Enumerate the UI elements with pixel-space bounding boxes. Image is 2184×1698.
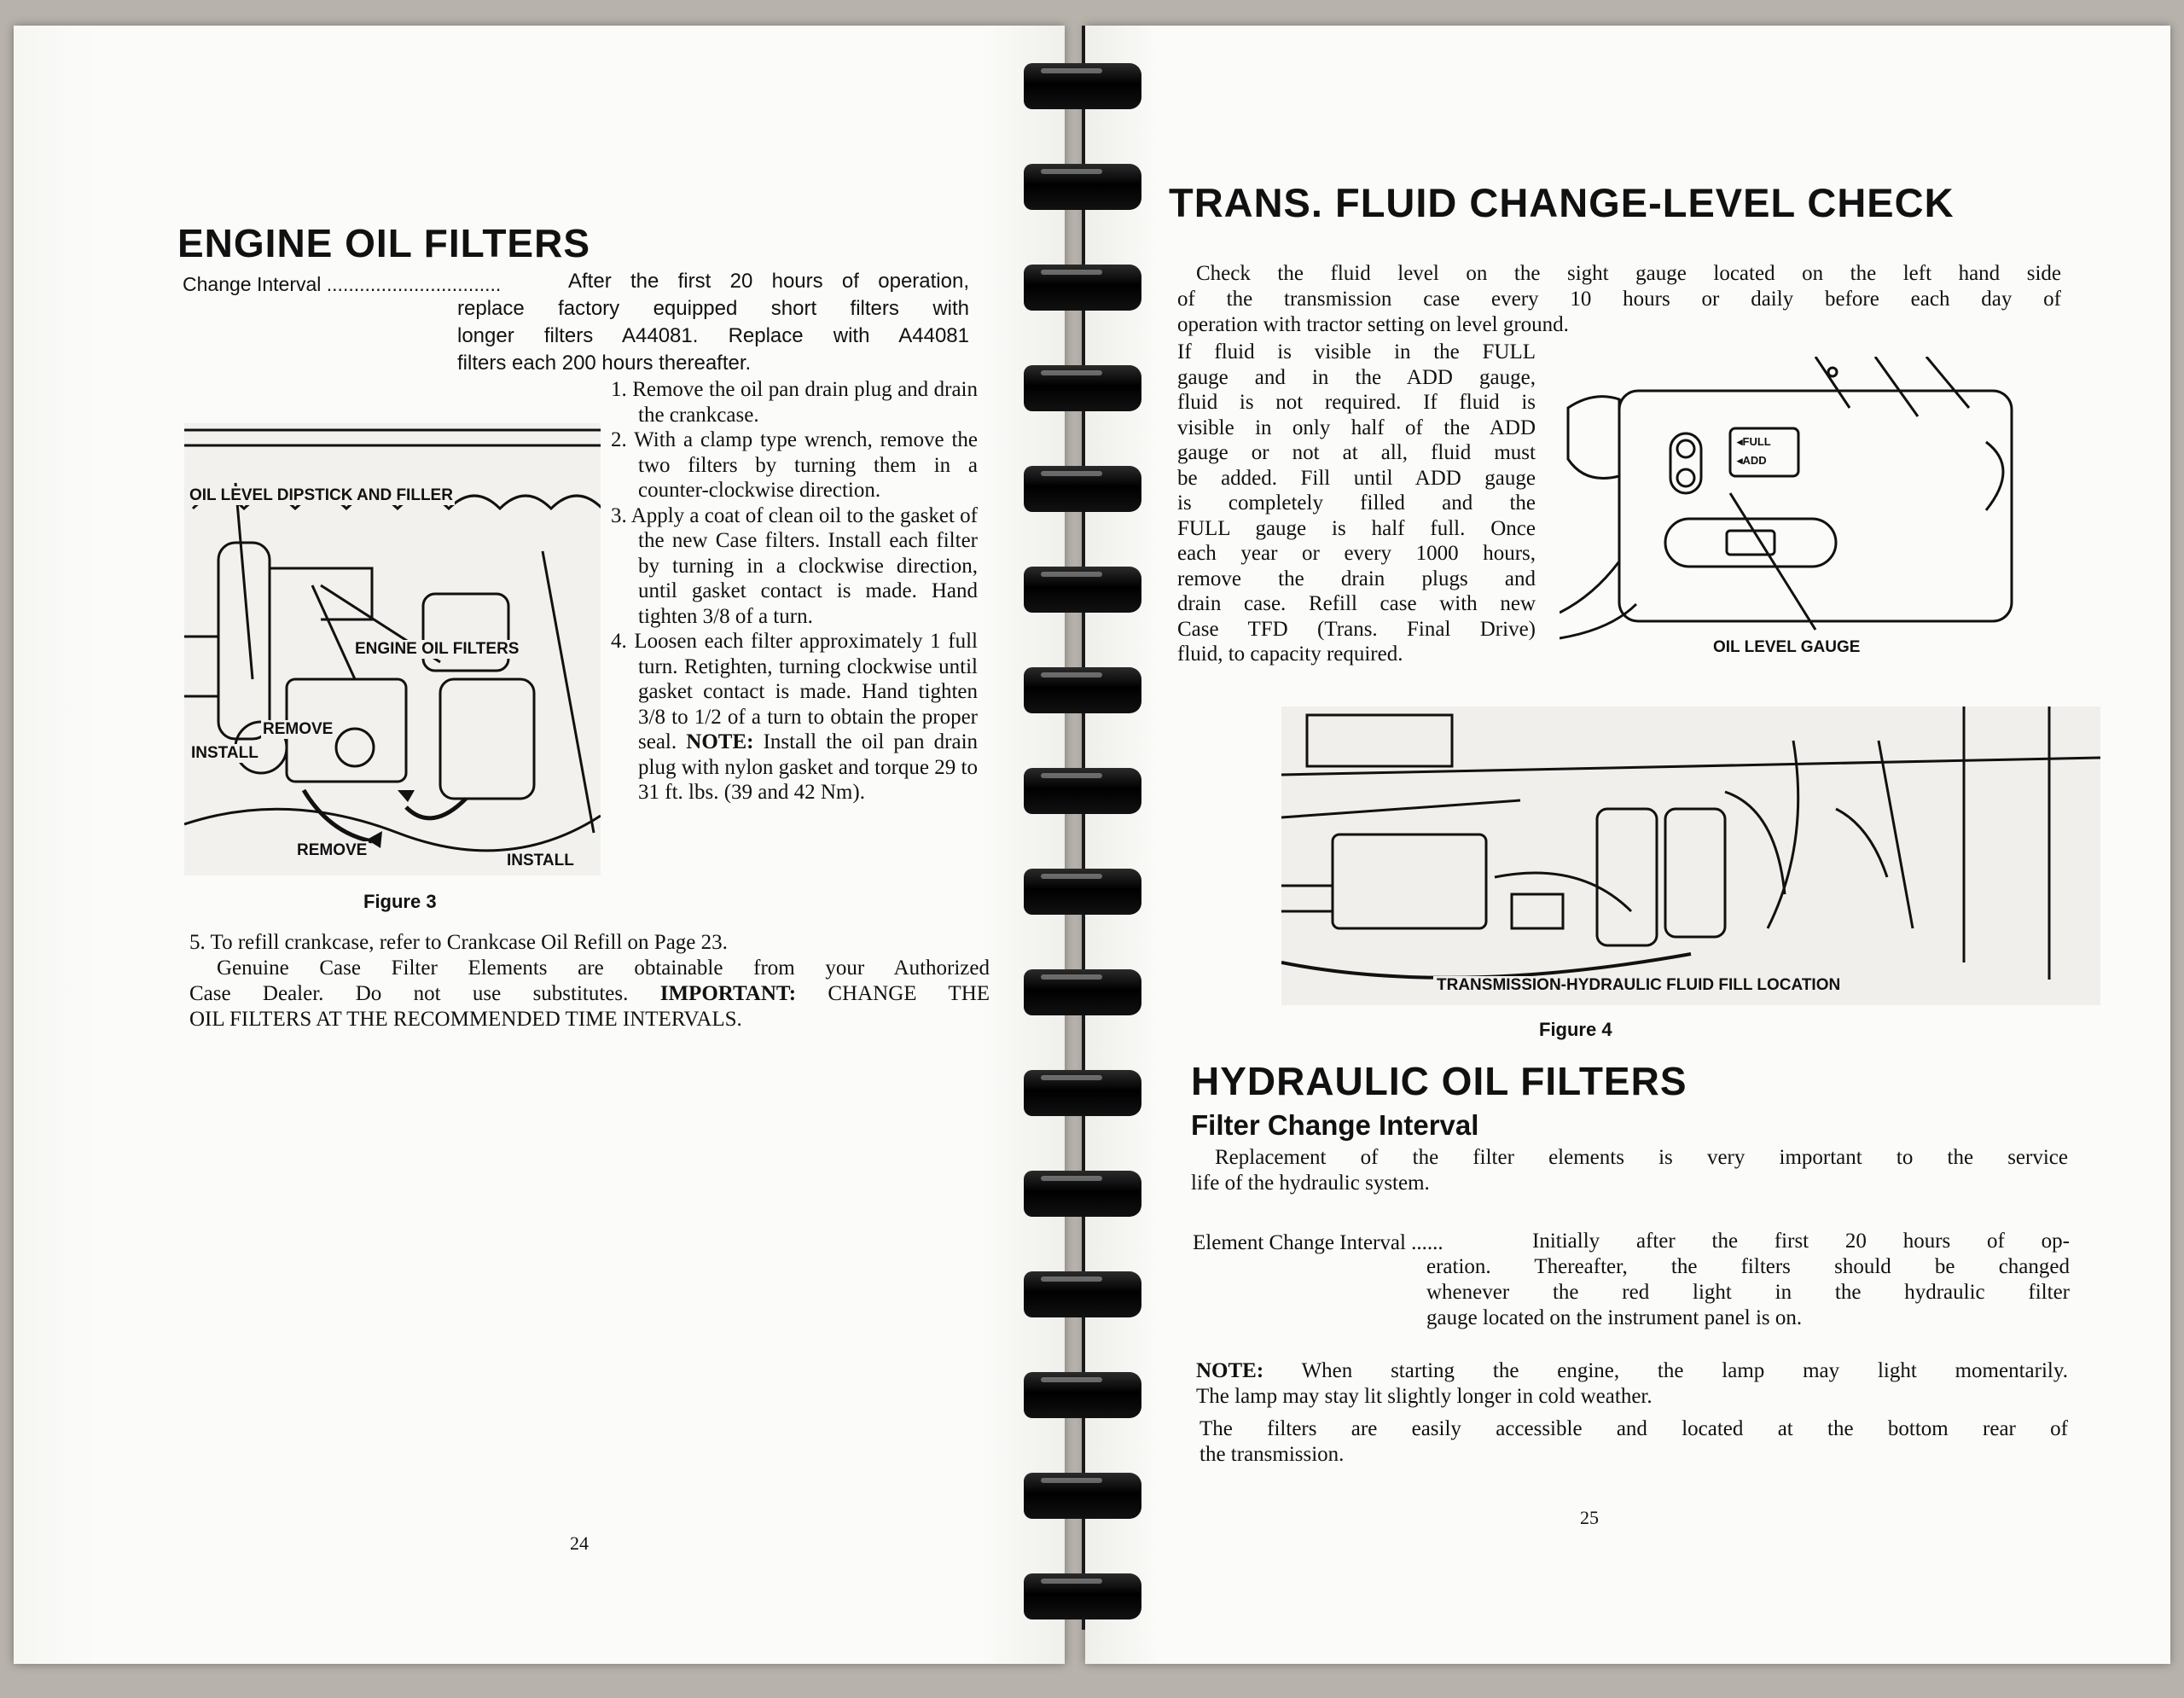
full-gauge-label: ◂FULL	[1737, 435, 1771, 448]
remove-label-bottom: REMOVE	[297, 841, 368, 859]
access-line-2: the transmission.	[1199, 1443, 1345, 1466]
install-label-left: INSTALL	[191, 744, 258, 762]
binding-ring	[1020, 664, 1147, 717]
add-gauge-label: ◂ADD	[1737, 454, 1767, 467]
binding-ring	[1020, 765, 1147, 817]
level-line: If fluid is visible in the FULL	[1177, 340, 1536, 363]
element-line-2: eration. Thereafter, the filters should be changed	[1426, 1255, 2070, 1278]
level-line: fluid is not required. If fluid is	[1177, 391, 1536, 414]
genuine-line-1: Genuine Case Filter Elements are obtainable from your Authorized	[217, 957, 990, 980]
level-line: be added. Fill until ADD gauge	[1177, 466, 1536, 490]
hydraulic-para-line-2: life of the hydraulic system.	[1191, 1172, 1430, 1195]
binding-ring	[1020, 865, 1147, 918]
genuine-line-3: OIL FILTERS AT THE RECOMMENDED TIME INTERVALS.	[189, 1008, 742, 1031]
binding-ring	[1020, 160, 1147, 213]
binding-ring	[1020, 1369, 1147, 1422]
intro-line-2: of the transmission case every 10 hours or daily before each day of	[1177, 288, 2061, 311]
intro-line-1: Check the fluid level on the sight gauge located on the left hand side	[1196, 262, 2061, 285]
removal-steps	[611, 377, 978, 805]
step-4-text: 4. Loosen each filter approximately 1 full turn. Retighten, turning clockwise until gasket contact is made. Hand tighten 3/8 to 1/2 of a turn to obtain the proper seal.	[611, 630, 978, 753]
left-page	[14, 26, 1065, 1664]
note-label: NOTE:	[1196, 1359, 1264, 1382]
note-line-2: The lamp may stay lit slightly longer in cold weather.	[1196, 1385, 1653, 1408]
level-line: FULL gauge is half full. Once	[1177, 516, 1536, 540]
fill-location-label: TRANSMISSION-HYDRAULIC FLUID FILL LOCATION	[1433, 976, 1844, 995]
genuine-line-2-pre: Case Dealer. Do not use substitutes.	[189, 982, 629, 1005]
step-3: 3. Apply a coat of clean oil to the gasket of the new Case filters. Install each filter by turning in a clockwise direction, until gasket contact is made. Hand tighten 3/8 of a turn.	[611, 503, 978, 628]
element-line-3: whenever the red light in the hydraulic filter	[1426, 1281, 2070, 1304]
change-interval-line-1: After the first 20 hours of operation,	[568, 270, 969, 293]
level-line: fluid, to capacity required.	[1177, 643, 1403, 666]
step-4-note-text: Install the oil pan drain plug with nylon gasket and torque 29 to 31 ft. lbs. (39 and 42 Nm).	[638, 730, 979, 804]
step-2: 2. With a clamp type wrench, remove the two filters by turning them in a counter-clockwise direction.	[611, 428, 978, 502]
figure-3-caption: Figure 3	[363, 891, 437, 912]
change-interval-line-4: filters each 200 hours thereafter.	[457, 352, 752, 375]
hydraulic-oil-filters-heading: HYDRAULIC OIL FILTERS	[1191, 1059, 1687, 1103]
engine-oil-filters-heading: ENGINE OIL FILTERS	[177, 221, 590, 265]
step-4	[611, 629, 978, 805]
oil-level-gauge-caption: OIL LEVEL GAUGE	[1713, 638, 1861, 656]
note-text-1: When starting the engine, the lamp may light momentarily.	[1301, 1359, 2068, 1382]
note-line-1	[1196, 1358, 2068, 1384]
engine-oil-filters-label: ENGINE OIL FILTERS	[355, 640, 520, 658]
level-line: is completely filled and the	[1177, 491, 1536, 515]
gauge-drawing	[1560, 357, 2037, 674]
access-line-1: The filters are easily accessible and located at the bottom rear of	[1199, 1417, 2068, 1440]
level-line: gauge and in the ADD gauge,	[1177, 365, 1536, 389]
genuine-line-2	[189, 981, 990, 1007]
filter-change-interval-subheading: Filter Change Interval	[1191, 1109, 1479, 1141]
change-interval-line-3: longer filters A44081. Replace with A44081	[457, 324, 969, 347]
page-number-left: 24	[570, 1532, 589, 1554]
step-4-note-label: NOTE:	[686, 730, 754, 753]
binding-ring	[1020, 462, 1147, 515]
binding-ring	[1020, 1067, 1147, 1119]
element-line-1: Initially after the first 20 hours of op-	[1532, 1230, 2070, 1253]
oil-level-dipstick-label: OIL LEVEL DIPSTICK AND FILLER	[189, 486, 453, 504]
element-change-interval-label: Element Change Interval ......	[1193, 1231, 1443, 1254]
change-interval-leader: ................................	[326, 273, 502, 295]
fill-location-drawing	[1281, 707, 2100, 1005]
step-5: 5. To refill crankcase, refer to Crankcase Oil Refill on Page 23.	[189, 931, 728, 954]
binding-ring	[1020, 362, 1147, 415]
level-paragraph	[1177, 340, 1536, 667]
level-line: Case TFD (Trans. Final Drive)	[1177, 617, 1536, 641]
level-line: each year or every 1000 hours,	[1177, 542, 1536, 565]
genuine-line-2-post: CHANGE THE	[828, 982, 990, 1005]
binding-ring	[1020, 1469, 1147, 1522]
figure-4-caption: Figure 4	[1539, 1019, 1612, 1040]
binding-ring	[1020, 1268, 1147, 1321]
binding-ring	[1020, 563, 1147, 616]
page-number-right: 25	[1580, 1507, 1599, 1528]
change-interval-label: Change Interval	[183, 273, 322, 295]
install-label-bottom: INSTALL	[507, 852, 574, 869]
intro-line-3: operation with tractor setting on level ground.	[1177, 313, 1569, 336]
level-line: drain case. Refill case with new	[1177, 592, 1536, 615]
level-line: visible in only half of the ADD	[1177, 416, 1536, 439]
right-page	[1085, 26, 2170, 1664]
element-line-4: gauge located on the instrument panel is on.	[1426, 1306, 1803, 1329]
change-interval-row	[183, 273, 501, 296]
binding-ring	[1020, 1570, 1147, 1623]
spiral-binding	[1020, 26, 1147, 1647]
change-interval-line-2: replace factory equipped short filters with	[457, 297, 969, 320]
level-line: remove the drain plugs and	[1177, 567, 1536, 590]
binding-ring	[1020, 966, 1147, 1019]
binding-ring	[1020, 261, 1147, 314]
binding-ring	[1020, 60, 1147, 113]
oil-level-gauge-illustration	[1560, 357, 2037, 674]
figure-4-fill-location-illustration	[1281, 707, 2100, 1005]
figure-3-engine-illustration	[184, 423, 601, 875]
trans-fluid-heading: TRANS. FLUID CHANGE-LEVEL CHECK	[1169, 180, 1955, 225]
binding-ring	[1020, 1167, 1147, 1220]
important-label: IMPORTANT:	[659, 982, 797, 1005]
level-line: gauge or not at all, fluid must	[1177, 441, 1536, 464]
remove-label-top: REMOVE	[263, 720, 334, 738]
step-1: 1. Remove the oil pan drain plug and drain the crankcase.	[611, 378, 978, 427]
hydraulic-para-line-1: Replacement of the filter elements is very important to the service	[1215, 1146, 2068, 1169]
